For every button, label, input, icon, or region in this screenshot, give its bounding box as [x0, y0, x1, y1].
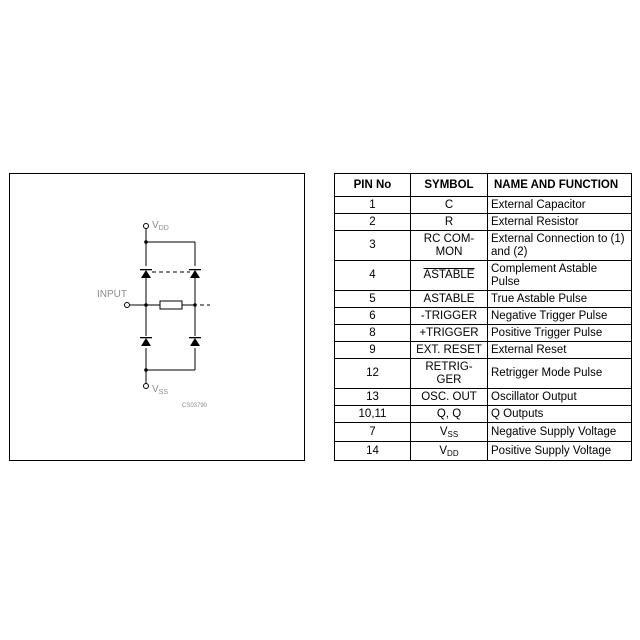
pin-number: 5: [335, 291, 411, 308]
pin-symbol: R: [411, 214, 488, 231]
pin-function: Negative Supply Voltage: [488, 423, 632, 442]
table-row: [335, 325, 632, 342]
pin-number: 1: [335, 197, 411, 214]
pin-symbol: -TRIGGER: [411, 308, 488, 325]
pin-function: Retrigger Mode Pulse: [488, 359, 632, 389]
pin-function: External Connection to (1) and (2): [488, 231, 632, 261]
table-row: [335, 214, 632, 231]
table-row: [335, 308, 632, 325]
table-row: [335, 197, 632, 214]
table-row: [335, 389, 632, 406]
pin-function: Oscillator Output: [488, 389, 632, 406]
symbol-subscript: DD: [447, 448, 459, 458]
diode-bottom-right: [190, 338, 200, 346]
vss-label: $V_{SS}$: [152, 384, 169, 396]
pin-number: 6: [335, 308, 411, 325]
pin-symbol: RC COM-MON: [411, 231, 488, 261]
pin-function: Q Outputs: [488, 406, 632, 423]
table-row: [335, 423, 632, 442]
pin-number: 2: [335, 214, 411, 231]
table-row: [335, 291, 632, 308]
drawing-code-label: CS03790: [182, 403, 208, 409]
symbol-main: V: [439, 425, 448, 438]
symbol-subscript: SS: [447, 429, 459, 439]
pin-function-table: [334, 173, 632, 461]
pin-symbol: C: [411, 197, 488, 214]
table-row: [335, 231, 632, 261]
header-pin-no: PIN No: [335, 174, 411, 197]
pin-symbol: [411, 442, 488, 461]
symbol-main: V: [439, 444, 448, 457]
pin-function: External Capacitor: [488, 197, 632, 214]
pin-symbol: Q, Q: [411, 406, 488, 423]
pin-symbol: EXT. RESET: [411, 342, 488, 359]
table-header-row: [335, 174, 632, 197]
diode-top-left: [141, 270, 151, 278]
pin-number: 8: [335, 325, 411, 342]
vss-terminal: [144, 384, 149, 389]
pin-function: External Resistor: [488, 214, 632, 231]
diode-top-right: [190, 270, 200, 278]
table-row: [335, 261, 632, 291]
table-row: [335, 406, 632, 423]
pin-number: 14: [335, 442, 411, 461]
input-label: INPUT: [97, 289, 127, 300]
pin-number: 3: [335, 231, 411, 261]
pin-function: Complement Astable Pulse: [488, 261, 632, 291]
pin-function: Positive Trigger Pulse: [488, 325, 632, 342]
pin-symbol: ASTABLE: [411, 261, 488, 291]
input-protection-schematic: [9, 173, 305, 461]
pin-symbol: ASTABLE: [411, 291, 488, 308]
pin-symbol: +TRIGGER: [411, 325, 488, 342]
pin-symbol: [411, 423, 488, 442]
pin-function: External Reset: [488, 342, 632, 359]
vdd-label: $V_{DD}$: [152, 220, 169, 232]
pin-symbol: RETRIG-GER: [411, 359, 488, 389]
pin-function: Positive Supply Voltage: [488, 442, 632, 461]
schematic-drawing: [10, 174, 306, 462]
diode-bottom-left: [141, 338, 151, 346]
pin-function: True Astable Pulse: [488, 291, 632, 308]
table-row: [335, 342, 632, 359]
pin-number: 9: [335, 342, 411, 359]
input-terminal: [125, 303, 130, 308]
header-name-and-function: NAME AND FUNCTION: [488, 174, 632, 197]
table-row: [335, 359, 632, 389]
pin-symbol: OSC. OUT: [411, 389, 488, 406]
series-resistor: [160, 301, 182, 309]
pin-number: 4: [335, 261, 411, 291]
pin-number: 12: [335, 359, 411, 389]
header-symbol: SYMBOL: [411, 174, 488, 197]
pin-number: 10,11: [335, 406, 411, 423]
vdd-terminal: [144, 224, 149, 229]
pin-number: 13: [335, 389, 411, 406]
pin-function: Negative Trigger Pulse: [488, 308, 632, 325]
table-row: [335, 442, 632, 461]
pin-number: 7: [335, 423, 411, 442]
